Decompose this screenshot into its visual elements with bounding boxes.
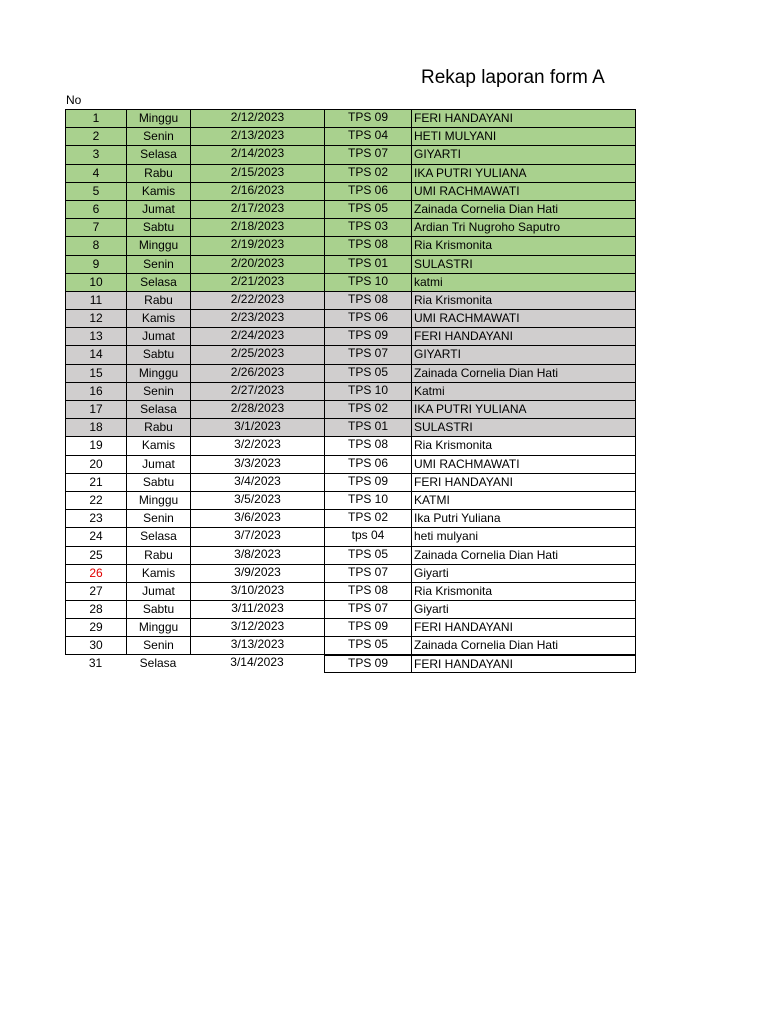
day-cell[interactable]: Rabu xyxy=(126,418,190,436)
row-number[interactable]: 8 xyxy=(65,236,126,254)
tps-cell[interactable]: TPS 05 xyxy=(324,636,411,654)
row-number[interactable]: 24 xyxy=(65,527,126,545)
day-cell[interactable]: Selasa xyxy=(139,655,177,670)
table-row xyxy=(65,473,636,491)
row-number[interactable]: 26 xyxy=(65,564,126,582)
day-cell[interactable]: Jumat xyxy=(126,327,190,345)
name-cell[interactable]: Zainada Cornelia Dian Hati xyxy=(411,364,636,382)
name-cell[interactable]: Zainada Cornelia Dian Hati xyxy=(411,546,636,564)
table-row xyxy=(65,236,636,254)
row-number[interactable]: 27 xyxy=(65,582,126,600)
table-row xyxy=(65,127,636,145)
date-cell[interactable]: 2/24/2023 xyxy=(190,327,324,345)
name-cell[interactable]: UMI RACHMAWATI xyxy=(411,309,636,327)
table-row xyxy=(65,400,636,418)
tps-cell[interactable]: TPS 04 xyxy=(324,127,411,145)
table-row xyxy=(65,273,636,291)
table-row xyxy=(65,364,636,382)
day-cell[interactable]: Rabu xyxy=(126,546,190,564)
name-cell[interactable]: Ria Krismonita xyxy=(411,236,636,254)
name-cell[interactable]: UMI RACHMAWATI xyxy=(411,182,636,200)
row-number[interactable]: 31 xyxy=(88,655,103,670)
tps-cell[interactable]: TPS 06 xyxy=(324,455,411,473)
tps-cell[interactable]: TPS 10 xyxy=(324,491,411,509)
date-cell[interactable]: 3/11/2023 xyxy=(190,600,324,618)
date-cell[interactable]: 3/5/2023 xyxy=(190,491,324,509)
name-cell[interactable]: FERI HANDAYANI xyxy=(411,618,636,636)
day-cell[interactable]: Minggu xyxy=(126,491,190,509)
day-cell[interactable]: Minggu xyxy=(126,618,190,636)
table-row xyxy=(65,291,636,309)
tps-cell[interactable]: TPS 09 xyxy=(324,618,411,636)
tps-cell[interactable]: TPS 02 xyxy=(324,509,411,527)
name-cell[interactable]: Giyarti xyxy=(411,600,636,618)
name-cell[interactable]: FERI HANDAYANI xyxy=(411,109,636,127)
tps-cell[interactable]: TPS 07 xyxy=(324,145,411,163)
date-cell[interactable]: 2/23/2023 xyxy=(190,309,324,327)
table-row xyxy=(65,327,636,345)
row-number[interactable]: 14 xyxy=(65,345,126,363)
name-cell[interactable]: KATMI xyxy=(411,491,636,509)
tps-cell[interactable]: TPS 09 xyxy=(324,655,411,673)
date-cell[interactable]: 3/2/2023 xyxy=(190,436,324,454)
day-cell[interactable]: Rabu xyxy=(126,291,190,309)
day-cell[interactable]: Minggu xyxy=(126,236,190,254)
row-number[interactable]: 13 xyxy=(65,327,126,345)
table-row xyxy=(65,309,636,327)
row-number[interactable]: 15 xyxy=(65,364,126,382)
name-cell[interactable]: FERI HANDAYANI xyxy=(411,327,636,345)
tps-cell[interactable]: TPS 08 xyxy=(324,436,411,454)
tps-cell[interactable]: tps 04 xyxy=(324,527,411,545)
row-number[interactable]: 21 xyxy=(65,473,126,491)
row-number[interactable]: 20 xyxy=(65,455,126,473)
day-cell[interactable]: Senin xyxy=(126,636,190,654)
table-row xyxy=(65,145,636,163)
name-cell[interactable]: Ardian Tri Nugroho Saputro xyxy=(411,218,636,236)
name-cell[interactable]: UMI RACHMAWATI xyxy=(411,455,636,473)
row-number[interactable]: 18 xyxy=(65,418,126,436)
name-cell[interactable]: GIYARTI xyxy=(411,345,636,363)
tps-cell[interactable]: TPS 05 xyxy=(324,200,411,218)
table-row xyxy=(65,164,636,182)
table-row xyxy=(65,218,636,236)
day-cell[interactable]: Selasa xyxy=(126,145,190,163)
date-cell[interactable]: 3/9/2023 xyxy=(190,564,324,582)
row-number[interactable]: 1 xyxy=(65,109,126,127)
table-row xyxy=(65,655,636,673)
name-cell[interactable]: IKA PUTRI YULIANA xyxy=(411,164,636,182)
table-row xyxy=(65,109,636,127)
row-number[interactable]: 23 xyxy=(65,509,126,527)
name-cell[interactable]: Ika Putri Yuliana xyxy=(411,509,636,527)
date-cell[interactable]: 3/14/2023 xyxy=(230,654,284,669)
day-cell[interactable]: Rabu xyxy=(126,164,190,182)
day-cell[interactable]: Kamis xyxy=(126,564,190,582)
name-cell[interactable]: heti mulyani xyxy=(411,527,636,545)
tps-cell[interactable]: TPS 08 xyxy=(324,582,411,600)
tps-cell[interactable]: TPS 07 xyxy=(324,600,411,618)
name-cell[interactable]: Ria Krismonita xyxy=(411,291,636,309)
rekap-table xyxy=(65,109,636,673)
name-cell[interactable]: katmi xyxy=(411,273,636,291)
row-number[interactable]: 11 xyxy=(65,291,126,309)
name-cell[interactable]: SULASTRI xyxy=(411,255,636,273)
table-row xyxy=(65,418,636,436)
date-cell[interactable]: 3/1/2023 xyxy=(190,418,324,436)
day-cell[interactable]: Jumat xyxy=(126,582,190,600)
tps-cell[interactable]: TPS 09 xyxy=(324,327,411,345)
date-cell[interactable]: 3/4/2023 xyxy=(190,473,324,491)
name-cell[interactable]: SULASTRI xyxy=(411,418,636,436)
name-cell[interactable]: HETI MULYANI xyxy=(411,127,636,145)
day-cell[interactable]: Senin xyxy=(126,127,190,145)
row-number[interactable]: 4 xyxy=(65,164,126,182)
tps-cell[interactable]: TPS 08 xyxy=(324,291,411,309)
row-number[interactable]: 28 xyxy=(65,600,126,618)
name-cell[interactable]: Giyarti xyxy=(411,564,636,582)
day-cell[interactable]: Minggu xyxy=(126,109,190,127)
table-row xyxy=(65,509,636,527)
date-cell[interactable]: 3/10/2023 xyxy=(190,582,324,600)
date-cell[interactable]: 3/8/2023 xyxy=(190,546,324,564)
name-cell[interactable]: GIYARTI xyxy=(411,145,636,163)
date-cell[interactable]: 3/3/2023 xyxy=(190,455,324,473)
table-row xyxy=(65,491,636,509)
row-number[interactable]: 7 xyxy=(65,218,126,236)
day-cell[interactable]: Senin xyxy=(126,382,190,400)
row-number[interactable]: 29 xyxy=(65,618,126,636)
table-row xyxy=(65,382,636,400)
tps-cell[interactable]: TPS 01 xyxy=(324,418,411,436)
day-cell[interactable]: Selasa xyxy=(126,527,190,545)
day-cell[interactable]: Sabtu xyxy=(126,473,190,491)
day-cell[interactable]: Jumat xyxy=(126,455,190,473)
date-cell[interactable]: 2/20/2023 xyxy=(190,255,324,273)
table-row xyxy=(65,582,636,600)
table-row xyxy=(65,255,636,273)
tps-cell[interactable]: TPS 05 xyxy=(324,546,411,564)
date-cell[interactable]: 2/16/2023 xyxy=(190,182,324,200)
day-cell[interactable]: Sabtu xyxy=(126,345,190,363)
table-row xyxy=(65,600,636,618)
date-cell[interactable]: 3/13/2023 xyxy=(190,636,324,654)
table-row xyxy=(65,618,636,636)
date-cell[interactable]: 2/25/2023 xyxy=(190,345,324,363)
date-cell[interactable]: 2/28/2023 xyxy=(190,400,324,418)
page-title: Rekap laporan form A xyxy=(421,67,605,88)
name-cell[interactable]: FERI HANDAYANI xyxy=(411,473,636,491)
tps-cell[interactable]: TPS 01 xyxy=(324,255,411,273)
table-row xyxy=(65,436,636,454)
date-cell[interactable]: 2/17/2023 xyxy=(190,200,324,218)
day-cell[interactable]: Kamis xyxy=(126,182,190,200)
day-cell[interactable]: Jumat xyxy=(126,200,190,218)
date-cell[interactable]: 2/27/2023 xyxy=(190,382,324,400)
name-cell[interactable]: Ria Krismonita xyxy=(411,436,636,454)
row-number[interactable]: 6 xyxy=(65,200,126,218)
day-cell[interactable]: Minggu xyxy=(126,364,190,382)
day-cell[interactable]: Kamis xyxy=(126,436,190,454)
day-cell[interactable]: Senin xyxy=(126,509,190,527)
name-cell[interactable]: IKA PUTRI YULIANA xyxy=(411,400,636,418)
row-number[interactable]: 9 xyxy=(65,255,126,273)
date-cell[interactable]: 2/19/2023 xyxy=(190,236,324,254)
date-cell[interactable]: 2/13/2023 xyxy=(190,127,324,145)
date-cell[interactable]: 2/22/2023 xyxy=(190,291,324,309)
name-cell[interactable]: Katmi xyxy=(411,382,636,400)
day-cell[interactable]: Selasa xyxy=(126,400,190,418)
row-number[interactable]: 5 xyxy=(65,182,126,200)
row-number[interactable]: 19 xyxy=(65,436,126,454)
tps-cell[interactable]: TPS 07 xyxy=(324,564,411,582)
tps-cell[interactable]: TPS 09 xyxy=(324,109,411,127)
row-number[interactable]: 2 xyxy=(65,127,126,145)
day-cell[interactable]: Selasa xyxy=(126,273,190,291)
tps-cell[interactable]: TPS 10 xyxy=(324,273,411,291)
table-row xyxy=(65,546,636,564)
row-number[interactable]: 30 xyxy=(65,636,126,654)
row-number[interactable]: 12 xyxy=(65,309,126,327)
name-cell[interactable]: Zainada Cornelia Dian Hati xyxy=(411,636,636,654)
table-row xyxy=(65,182,636,200)
tps-cell[interactable]: TPS 05 xyxy=(324,364,411,382)
name-cell[interactable]: FERI HANDAYANI xyxy=(411,655,636,673)
table-row xyxy=(65,564,636,582)
row-number[interactable]: 17 xyxy=(65,400,126,418)
date-cell[interactable]: 2/21/2023 xyxy=(190,273,324,291)
table-row xyxy=(65,455,636,473)
date-cell[interactable]: 2/18/2023 xyxy=(190,218,324,236)
tps-cell[interactable]: TPS 07 xyxy=(324,345,411,363)
date-cell[interactable]: 2/26/2023 xyxy=(190,364,324,382)
tps-cell[interactable]: TPS 06 xyxy=(324,309,411,327)
date-cell[interactable]: 3/7/2023 xyxy=(190,527,324,545)
tps-cell[interactable]: TPS 09 xyxy=(324,473,411,491)
row-number[interactable]: 10 xyxy=(65,273,126,291)
tps-cell[interactable]: TPS 03 xyxy=(324,218,411,236)
day-cell[interactable]: Senin xyxy=(126,255,190,273)
row-number[interactable]: 22 xyxy=(65,491,126,509)
tps-cell[interactable]: TPS 06 xyxy=(324,182,411,200)
date-cell[interactable]: 2/14/2023 xyxy=(190,145,324,163)
row-number[interactable]: 16 xyxy=(65,382,126,400)
date-cell[interactable]: 3/6/2023 xyxy=(190,509,324,527)
table-row xyxy=(65,200,636,218)
day-cell[interactable]: Sabtu xyxy=(126,600,190,618)
row-number[interactable]: 25 xyxy=(65,546,126,564)
tps-cell[interactable]: TPS 08 xyxy=(324,236,411,254)
table-row xyxy=(65,636,636,654)
no-column-header: No xyxy=(66,93,82,107)
row-number[interactable]: 3 xyxy=(65,145,126,163)
tps-cell[interactable]: TPS 10 xyxy=(324,382,411,400)
name-cell[interactable]: Zainada Cornelia Dian Hati xyxy=(411,200,636,218)
table-row xyxy=(65,345,636,363)
date-cell[interactable]: 2/15/2023 xyxy=(190,164,324,182)
table-row xyxy=(65,527,636,545)
tps-cell[interactable]: TPS 02 xyxy=(324,164,411,182)
date-cell[interactable]: 2/12/2023 xyxy=(190,109,324,127)
name-cell[interactable]: Ria Krismonita xyxy=(411,582,636,600)
day-cell[interactable]: Kamis xyxy=(126,309,190,327)
date-cell[interactable]: 3/12/2023 xyxy=(190,618,324,636)
tps-cell[interactable]: TPS 02 xyxy=(324,400,411,418)
day-cell[interactable]: Sabtu xyxy=(126,218,190,236)
